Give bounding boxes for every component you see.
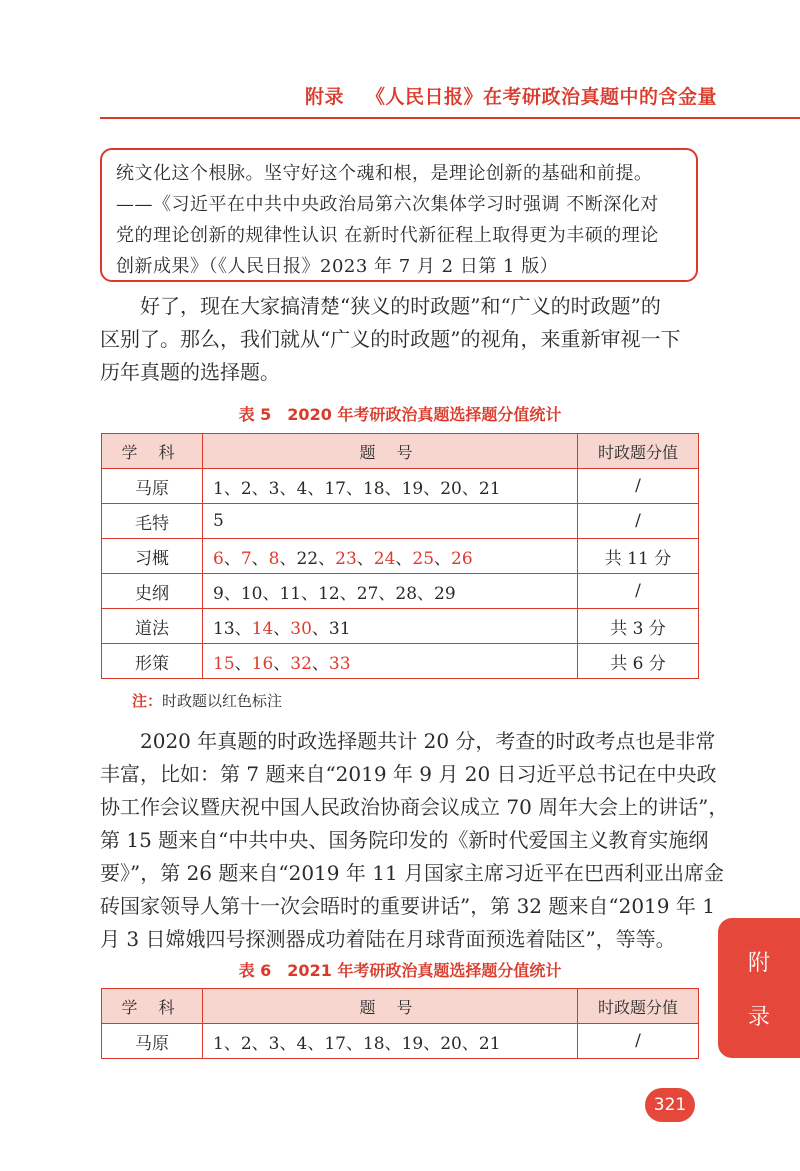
question-number: 18 bbox=[362, 1033, 385, 1054]
table-header-row bbox=[102, 989, 699, 1024]
question-number: 、 bbox=[307, 478, 325, 499]
question-number: 、 bbox=[234, 618, 252, 639]
table5-title: 表 5 2020 年考研政治真题选择题分值统计 bbox=[238, 405, 562, 424]
header-subject: 学 科 bbox=[102, 434, 203, 469]
question-number: 、 bbox=[279, 548, 297, 569]
question-number: 、 bbox=[378, 583, 396, 604]
question-number-current-affairs: 16 bbox=[251, 653, 274, 674]
header-title bbox=[305, 82, 717, 109]
side-tab-char: 录 bbox=[747, 1005, 770, 1030]
question-number-current-affairs: 24 bbox=[373, 548, 396, 569]
header-book-title: 《人民日报》在考研政治真题中的含金量 bbox=[366, 86, 718, 108]
question-number: 、 bbox=[339, 583, 357, 604]
question-number: 4 bbox=[296, 478, 308, 499]
quote-line: ——《习近平在中共中央政治局第六次集体学习时强调 不断深化对 bbox=[116, 194, 659, 215]
question-number: 、 bbox=[251, 478, 269, 499]
question-number: 、 bbox=[223, 1033, 241, 1054]
cell-subject: 道法 bbox=[102, 609, 203, 644]
cell-question-numbers bbox=[203, 1024, 578, 1059]
question-number-current-affairs: 25 bbox=[412, 548, 435, 569]
cell-score-value: / bbox=[578, 1024, 699, 1059]
paragraph-line: 第 15 题来自“中共中央、国务院印发的《新时代爱国主义教育实施纲 bbox=[100, 828, 709, 852]
table-header-row bbox=[102, 434, 699, 469]
question-number: 、 bbox=[384, 1033, 402, 1054]
question-number: 、 bbox=[345, 1033, 363, 1054]
table-row bbox=[102, 469, 699, 504]
question-number: 、 bbox=[251, 1033, 269, 1054]
table5 bbox=[101, 433, 699, 679]
quote-box bbox=[100, 148, 698, 282]
side-tab-char: 附 bbox=[747, 951, 770, 976]
question-number-current-affairs: 14 bbox=[251, 618, 274, 639]
question-number-current-affairs: 26 bbox=[451, 548, 473, 569]
question-number: 2 bbox=[240, 478, 252, 499]
cell-question-numbers bbox=[203, 574, 578, 609]
paragraph-line: 丰富，比如：第 7 题来自“2019 年 9 月 20 日习近平总书记在中央政 bbox=[100, 762, 717, 786]
question-number: 10 bbox=[240, 583, 263, 604]
question-number: 、 bbox=[434, 548, 452, 569]
question-number: 、 bbox=[301, 583, 319, 604]
table-row bbox=[102, 539, 699, 574]
header-value: 时政题分值 bbox=[578, 434, 699, 469]
paragraph-line: 协工作会议暨庆祝中国人民政治协商会议成立 70 周年大会上的讲话”， bbox=[100, 795, 729, 819]
paragraph-line: 月 3 日嫦娥四号探测器成功着陆在月球背面预选着陆区”，等等。 bbox=[100, 927, 676, 951]
question-number: 3 bbox=[268, 1033, 280, 1054]
table-row bbox=[102, 504, 699, 539]
question-number: 、 bbox=[345, 478, 363, 499]
cell-question-numbers bbox=[203, 504, 578, 539]
question-number: 19 bbox=[401, 1033, 424, 1054]
question-number-current-affairs: 30 bbox=[290, 618, 312, 639]
question-number: 1 bbox=[213, 1033, 224, 1054]
question-number-current-affairs: 23 bbox=[335, 548, 357, 569]
header-section: 附录 bbox=[305, 86, 345, 108]
paragraph-line: 2020 年真题的时政选择题共计 20 分，考查的时政考点也是非常 bbox=[140, 729, 716, 753]
appendix-side-tab[interactable] bbox=[718, 918, 800, 1058]
paragraph-line: 要》”，第 26 题来自“2019 年 11 月国家主席习近平在巴西利亚出席金 bbox=[100, 861, 725, 885]
quote-line: 党的理论创新的规律性认识 在新时代新征程上取得更为丰硕的理论 bbox=[116, 225, 659, 246]
question-number: 18 bbox=[362, 478, 385, 499]
question-number: 21 bbox=[478, 1033, 501, 1054]
cell-score-value: / bbox=[578, 504, 699, 539]
question-number: 、 bbox=[223, 548, 241, 569]
question-number-current-affairs: 33 bbox=[328, 653, 351, 674]
question-number: 、 bbox=[384, 478, 402, 499]
table6 bbox=[101, 988, 699, 1059]
question-number: 、 bbox=[251, 548, 269, 569]
table-note bbox=[132, 690, 282, 711]
cell-score-value: 共 11 分 bbox=[578, 539, 699, 574]
question-number: 9 bbox=[213, 583, 224, 604]
question-number: 、 bbox=[307, 1033, 325, 1054]
question-number: 11 bbox=[279, 583, 302, 604]
question-number-current-affairs: 8 bbox=[268, 548, 280, 569]
question-number: 、 bbox=[279, 478, 297, 499]
question-number: 20 bbox=[440, 478, 462, 499]
question-number: 、 bbox=[423, 478, 441, 499]
paragraph-line: 好了，现在大家搞清楚“狭义的时政题”和“广义的时政题”的 bbox=[140, 294, 661, 318]
question-number: 19 bbox=[401, 478, 424, 499]
question-number: 、 bbox=[356, 548, 374, 569]
question-number: 、 bbox=[273, 653, 291, 674]
question-number: 、 bbox=[311, 653, 329, 674]
question-number-current-affairs: 7 bbox=[240, 548, 252, 569]
question-number: 、 bbox=[461, 478, 479, 499]
cell-subject: 习概 bbox=[102, 539, 203, 574]
header-subject: 学 科 bbox=[102, 989, 203, 1024]
question-number: 、 bbox=[223, 478, 241, 499]
note-label: 注： bbox=[132, 692, 163, 710]
note-text: 时政题以红色标注 bbox=[162, 692, 283, 710]
paragraph-line: 砖国家领导人第十一次会晤时的重要讲话”，第 32 题来自“2019 年 1 bbox=[100, 894, 715, 918]
header-value: 时政题分值 bbox=[578, 989, 699, 1024]
question-number: 12 bbox=[318, 583, 340, 604]
cell-question-numbers bbox=[203, 539, 578, 574]
question-number: 、 bbox=[461, 1033, 479, 1054]
question-number: 17 bbox=[324, 1033, 346, 1054]
question-number: 5 bbox=[213, 511, 224, 531]
paragraph-intro bbox=[100, 290, 700, 389]
question-number: 、 bbox=[417, 583, 435, 604]
table-row bbox=[102, 574, 699, 609]
quote-line: 统文化这个根脉。坚守好这个魂和根，是理论创新的基础和前提。 bbox=[116, 163, 653, 184]
header-numbers: 题 号 bbox=[203, 989, 578, 1024]
cell-question-numbers bbox=[203, 609, 578, 644]
question-number: 、 bbox=[395, 548, 413, 569]
table6-title: 表 6 2021 年考研政治真题选择题分值统计 bbox=[238, 961, 562, 980]
question-number: 、 bbox=[318, 548, 336, 569]
question-number-current-affairs: 32 bbox=[290, 653, 312, 674]
question-number: 31 bbox=[328, 618, 351, 639]
table-row bbox=[102, 644, 699, 679]
question-number: 28 bbox=[395, 583, 418, 604]
question-number: 29 bbox=[434, 583, 456, 604]
cell-subject: 马原 bbox=[102, 1024, 203, 1059]
cell-question-numbers bbox=[203, 469, 578, 504]
header-numbers: 题 号 bbox=[203, 434, 578, 469]
page-number: 321 bbox=[645, 1088, 695, 1122]
question-number: 13 bbox=[213, 618, 235, 639]
question-number: 22 bbox=[296, 548, 319, 569]
cell-score-value: 共 3 分 bbox=[578, 609, 699, 644]
table-row bbox=[102, 1024, 699, 1059]
cell-subject: 毛特 bbox=[102, 504, 203, 539]
question-number: 、 bbox=[223, 583, 241, 604]
quote-line: 创新成果》（《人民日报》2023 年 7 月 2 日第 1 版） bbox=[116, 256, 559, 277]
question-number-current-affairs: 15 bbox=[213, 653, 235, 674]
paragraph-line: 历年真题的选择题。 bbox=[100, 360, 280, 384]
question-number: 21 bbox=[478, 478, 501, 499]
question-number: 4 bbox=[296, 1033, 308, 1054]
question-number: 、 bbox=[234, 653, 252, 674]
question-number: 1 bbox=[213, 478, 224, 499]
cell-question-numbers bbox=[203, 644, 578, 679]
question-number: 27 bbox=[356, 583, 379, 604]
question-number: 、 bbox=[311, 618, 329, 639]
question-number: 17 bbox=[324, 478, 346, 499]
question-number: 20 bbox=[440, 1033, 462, 1054]
question-number: 2 bbox=[240, 1033, 252, 1054]
cell-score-value: 共 6 分 bbox=[578, 644, 699, 679]
cell-score-value: / bbox=[578, 574, 699, 609]
cell-subject: 马原 bbox=[102, 469, 203, 504]
question-number: 、 bbox=[273, 618, 291, 639]
question-number: 3 bbox=[268, 478, 280, 499]
question-number-current-affairs: 6 bbox=[213, 548, 224, 569]
paragraph-2020 bbox=[100, 725, 729, 956]
paragraph-line: 区别了。那么，我们就从“广义的时政题”的视角，来重新审视一下 bbox=[100, 327, 681, 351]
question-number: 、 bbox=[262, 583, 280, 604]
running-header bbox=[0, 70, 800, 120]
header-rule bbox=[100, 117, 800, 119]
cell-subject: 形策 bbox=[102, 644, 203, 679]
table-row bbox=[102, 609, 699, 644]
question-number: 、 bbox=[423, 1033, 441, 1054]
cell-subject: 史纲 bbox=[102, 574, 203, 609]
question-number: 、 bbox=[279, 1033, 297, 1054]
cell-score-value: / bbox=[578, 469, 699, 504]
